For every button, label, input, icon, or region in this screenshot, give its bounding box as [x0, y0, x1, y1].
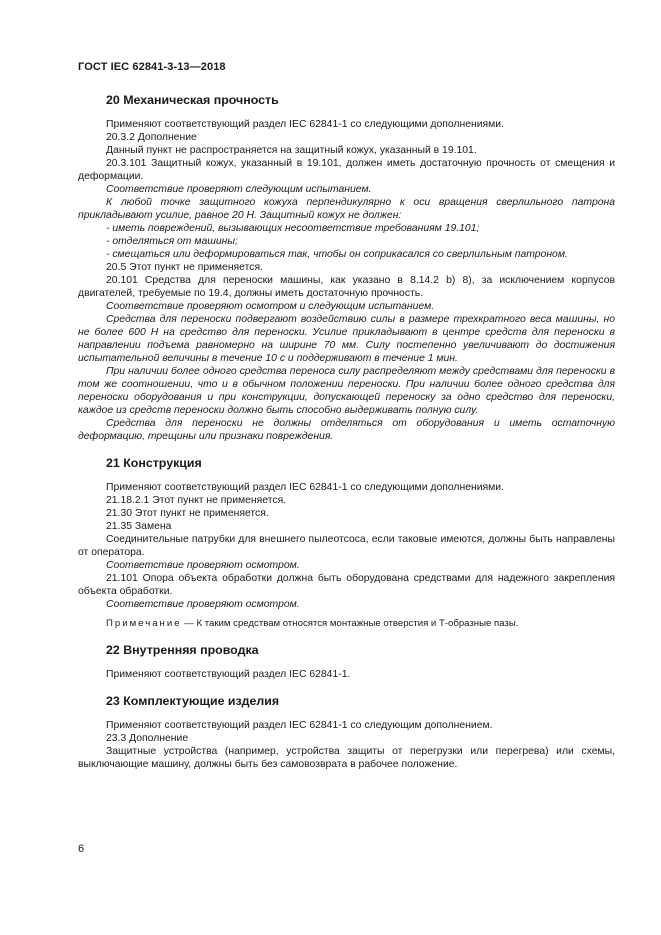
- paragraph: Применяют соответствующий раздел IEC 62841-1 со следующими дополнениями.: [106, 482, 504, 493]
- note-label: Примечание: [106, 618, 182, 629]
- page-number: 6: [78, 843, 85, 855]
- paragraph: К любой точке защитного кожуха перпендикулярно к оси вращения сверлильного патрона прикладывают усилие, равное 20 Н. Защитный кожух не должен:: [78, 197, 615, 221]
- paragraph: Соответствие проверяют осмотром.: [106, 560, 300, 571]
- note-text: К таким средствам относятся монтажные отверстия и Т-образные пазы.: [196, 618, 519, 629]
- paragraph: Соответствие проверяют следующим испытанием.: [106, 184, 372, 195]
- paragraph: Применяют соответствующий раздел IEC 62841-1 со следующими дополнениями.: [106, 119, 504, 130]
- section-heading: 22 Внутренняя проводка: [106, 643, 259, 657]
- list-item: - смещаться или деформироваться так, чтобы он соприкасался со сверлильным патроном.: [106, 249, 568, 260]
- paragraph: Средства для переноски подвергают воздействию силы в размере трехкратного веса машины, но не более 600 Н на средство для переноски. Усилие прикладывают в центре средств для переноски в направлении подъема равномерно на ширине 70 мм. Силу постепенно увеличивают до достижения испытательной величины в течение 10 с и поддерживают в течение 1 мин.: [78, 314, 615, 364]
- paragraph: Защитные устройства (например, устройства защиты от перегрузки или перегрева) или схемы, выключающие машину, должны быть без самовозврата в рабочее положение.: [78, 746, 615, 770]
- paragraph: 21.18.2.1 Этот пункт не применяется.: [106, 495, 287, 506]
- paragraph: 20.3.2 Дополнение: [106, 132, 197, 143]
- paragraph: Соответствие проверяют осмотром и следующим испытанием.: [106, 301, 435, 312]
- paragraph: 21.30 Этот пункт не применяется.: [106, 508, 269, 519]
- paragraph: Соединительные патрубки для внешнего пылеотсоса, если таковые имеются, должны быть направлены от оператора.: [78, 534, 615, 558]
- document-header: ГОСТ IEC 62841-3-13—2018: [78, 61, 226, 73]
- document-body: [78, 92, 615, 771]
- paragraph: 20.3.101 Защитный кожух, указанный в 19.101, должен иметь достаточную прочность от смещения и деформации.: [78, 158, 615, 182]
- list-item: - отделяться от машины;: [106, 236, 238, 247]
- paragraph: Применяют соответствующий раздел IEC 62841-1 со следующим дополнением.: [106, 720, 493, 731]
- paragraph: 21.101 Опора объекта обработки должна быть оборудована средствами для надежного закрепления объекта обработки.: [78, 573, 615, 597]
- paragraph: Соответствие проверяют осмотром.: [106, 599, 300, 610]
- list-item: - иметь повреждений, вызывающих несоответствие требованиям 19.101;: [106, 223, 480, 234]
- paragraph: 20.101 Средства для переноски машины, как указано в 8.14.2 b) 8), за исключением корпусов двигателей, требуемые по 19.4, должны иметь достаточную прочность.: [78, 275, 615, 299]
- paragraph: Применяют соответствующий раздел IEC 62841-1.: [106, 669, 351, 680]
- note: [78, 617, 615, 630]
- paragraph: 23.3 Дополнение: [106, 733, 189, 744]
- paragraph: При наличии более одного средства переноса силу распределяют между средствами для переноски в том же соотношении, что и в обычном положении переноски. При наличии более одного средства для переноски оборудования и при конструкции, допускающей переноску за одно средство для переноски, каждое из средств переноски должно быть способно выдерживать полную силу.: [78, 366, 615, 416]
- note-dash: —: [184, 618, 194, 629]
- paragraph: 21.35 Замена: [106, 521, 172, 532]
- paragraph: Данный пункт не распространяется на защитный кожух, указанный в 19.101.: [106, 145, 477, 156]
- section-heading: 23 Комплектующие изделия: [106, 694, 280, 708]
- section-heading: 20 Механическая прочность: [106, 93, 279, 107]
- paragraph: Средства для переноски не должны отделяться от оборудования и иметь остаточную деформацию, трещины или признаки повреждения.: [78, 418, 615, 442]
- paragraph: 20.5 Этот пункт не применяется.: [106, 262, 263, 273]
- section-heading: 21 Конструкция: [106, 456, 202, 470]
